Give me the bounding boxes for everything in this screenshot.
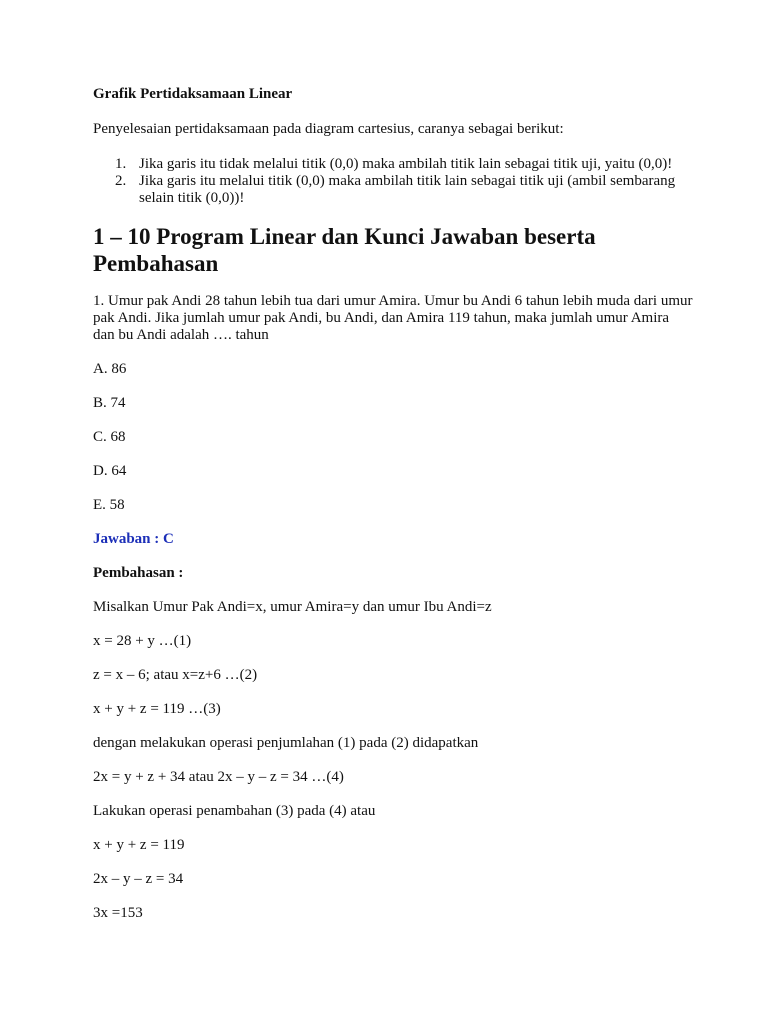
discussion-line: 2x = y + z + 34 atau 2x – y – z = 34 …(4) <box>93 769 344 785</box>
section-title: Grafik Pertidaksamaan Linear <box>93 86 293 102</box>
option-e: E. 58 <box>93 497 125 513</box>
rule-text: Jika garis itu melalui titik (0,0) maka ambilah titik lain sebagai titik uji (ambil sembarang selain titik (0,0))! <box>139 173 676 206</box>
rule-item <box>93 173 693 207</box>
rule-text: Jika garis itu tidak melalui titik (0,0) maka ambilah titik lain sebagai titik uji, yaitu (0,0)! <box>139 156 673 172</box>
discussion-line: 2x – y – z = 34 <box>93 871 184 887</box>
rule-item <box>93 156 693 173</box>
option-d: D. 64 <box>93 463 127 479</box>
answer-key: Jawaban : C <box>93 531 174 547</box>
section-intro: Penyelesaian pertidaksamaan pada diagram cartesius, caranya sebagai berikut: <box>93 121 564 137</box>
discussion-line: z = x – 6; atau x=z+6 …(2) <box>93 667 258 683</box>
option-a: A. 86 <box>93 361 127 377</box>
discussion-line: 3x =153 <box>93 905 143 921</box>
discussion-line: x = 28 + y …(1) <box>93 633 192 649</box>
rule-number: 1. <box>115 156 127 172</box>
document-page <box>93 86 693 922</box>
question-text: 1. Umur pak Andi 28 tahun lebih tua dari umur Amira. Umur bu Andi 6 tahun lebih muda dari umur pak Andi. Jika jumlah umur pak Andi, bu Andi, dan Amira 119 tahun, maka jumlah umur Amira dan bu Andi adalah …. tahun <box>93 293 693 343</box>
discussion-label: Pembahasan : <box>93 565 184 581</box>
rules-list <box>93 156 693 207</box>
discussion-line: x + y + z = 119 …(3) <box>93 701 221 717</box>
main-heading: 1 – 10 Program Linear dan Kunci Jawaban beserta Pembahasan <box>93 224 596 276</box>
discussion-line: x + y + z = 119 <box>93 837 185 853</box>
discussion-line: dengan melakukan operasi penjumlahan (1) pada (2) didapatkan <box>93 735 479 751</box>
discussion-line: Misalkan Umur Pak Andi=x, umur Amira=y dan umur Ibu Andi=z <box>93 599 492 615</box>
discussion-line: Lakukan operasi penambahan (3) pada (4) atau <box>93 803 376 819</box>
option-b: B. 74 <box>93 395 126 411</box>
rule-number: 2. <box>115 173 127 189</box>
option-c: C. 68 <box>93 429 126 445</box>
